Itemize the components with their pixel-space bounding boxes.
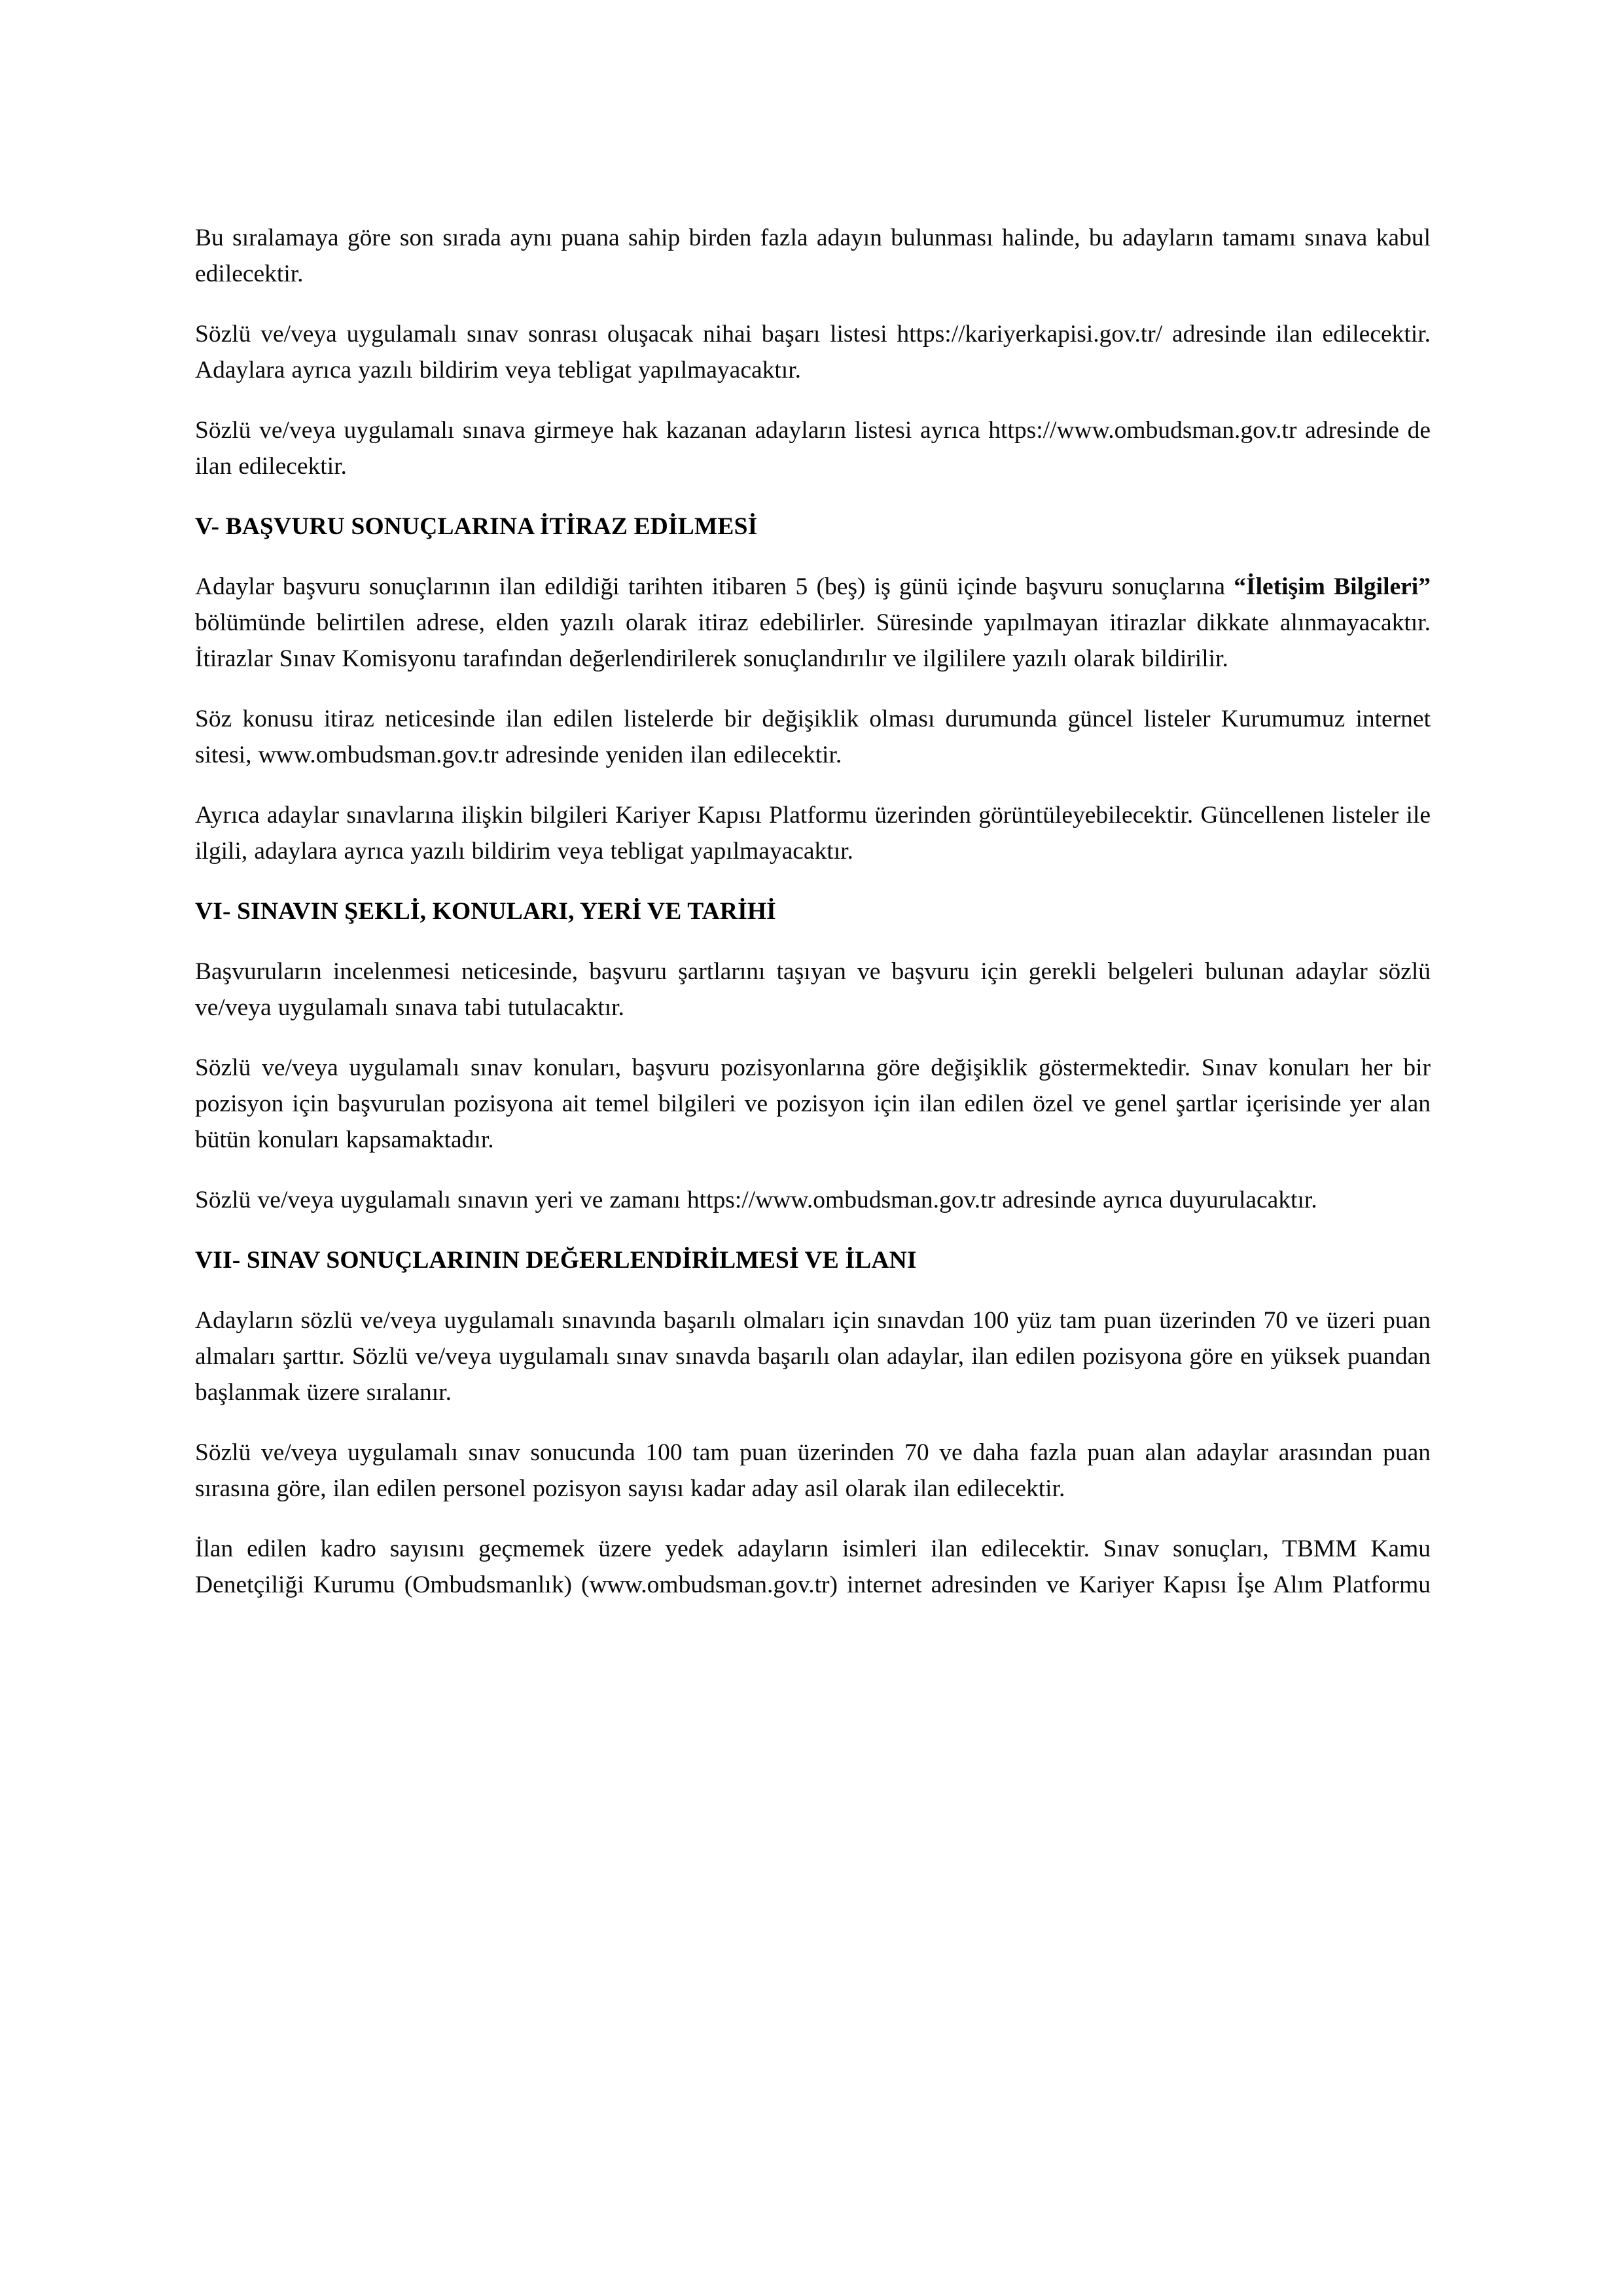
paragraph-itiraz-guncel-listeler: Söz konusu itiraz neticesinde ilan edilen listelerde bir değişiklik olması durumunda güncel listeler Kurumumuz internet sitesi, www.ombudsman.gov.tr adresinde yeniden ilan edilecektir.: [195, 706, 1431, 768]
paragraph-sinav-yeri-zamani: Sözlü ve/veya uygulamalı sınavın yeri ve zamanı https://www.ombudsman.gov.tr adresinde ayrıca duyurulacaktır.: [195, 1187, 1317, 1213]
paragraph-asil-aday-ilani: Sözlü ve/veya uygulamalı sınav sonucunda 100 tam puan üzerinden 70 ve daha fazla puan alan adaylar arasından puan sırasına göre, ilan edilen personel pozisyon sayısı kadar aday asil olarak ilan edilecektir.: [195, 1439, 1431, 1502]
paragraph-sinav-konulari: Sözlü ve/veya uygulamalı sınav konuları, başvuru pozisyonlarına göre değişiklik göstermektedir. Sınav konuları her bir pozisyon için başvurulan pozisyona ait temel bilgileri ve pozisyon için ilan edilen özel ve genel şartlar içerisinde yer alan bütün konuları kapsamaktadır.: [195, 1054, 1431, 1153]
paragraph-yedek-aday-ilani: İlan edilen kadro sayısını geçmemek üzere yedek adayların isimleri ilan edilecektir. Sınav sonuçları, TBMM Kamu Denetçiliği Kurumu (Ombudsmanlık) (www.ombudsman.gov.tr) internet adresinden ve Kariyer Kapısı İşe Alım Platformu: [195, 1535, 1431, 1598]
paragraph-nihai-basari-listesi: Sözlü ve/veya uygulamalı sınav sonrası oluşacak nihai başarı listesi https://kariyerkapisi.gov.tr/ adresinde ilan edilecektir. Adaylara ayrıca yazılı bildirim veya tebligat yapılmayacaktır.: [195, 321, 1431, 384]
text-run: Adaylar başvuru sonuçlarının ilan edildiği tarihten itibaren 5 (beş) iş günü içinde başvuru sonuçlarına: [195, 573, 1234, 600]
paragraph-sinav-tabi-tutulma: Başvuruların incelenmesi neticesinde, başvuru şartlarını taşıyan ve başvuru için gerekli belgeleri bulunan adaylar sözlü ve/veya uygulamalı sınava tabi tutulacaktır.: [195, 958, 1431, 1021]
paragraph-kariyer-kapisi-goruntuleme: Ayrıca adaylar sınavlarına ilişkin bilgileri Kariyer Kapısı Platformu üzerinden görüntüleyebilecektir. Güncellenen listeler ile ilgili, adaylara ayrıca yazılı bildirim veya tebligat yapılmayacaktır.: [195, 802, 1431, 865]
paragraph-hak-kazanan-liste: Sözlü ve/veya uygulamalı sınava girmeye hak kazanan adayların listesi ayrıca https://www.ombudsman.gov.tr adresinde de ilan edilecektir.: [195, 417, 1431, 480]
heading-section-v: V- BAŞVURU SONUÇLARINA İTİRAZ EDİLMESİ: [195, 513, 758, 540]
emphasized-text-run: “İletişim Bilgileri”: [1234, 573, 1431, 600]
heading-section-vii: VII- SINAV SONUÇLARININ DEĞERLENDİRİLMESİ VE İLANI: [195, 1247, 917, 1274]
heading-section-vi: VI- SINAVIN ŞEKLİ, KONULARI, YERİ VE TARİHİ: [195, 898, 776, 925]
paragraph-itiraz-suresi: [195, 569, 1431, 677]
paragraph-basari-puani: Adayların sözlü ve/veya uygulamalı sınavında başarılı olmaları için sınavdan 100 yüz tam puan üzerinden 70 ve üzeri puan almaları şarttır. Sözlü ve/veya uygulamalı sınav sınavda başarılı olan adaylar, ilan edilen pozisyona göre en yüksek puandan başlanmak üzere sıralanır.: [195, 1307, 1431, 1406]
text-run: bölümünde belirtilen adrese, elden yazılı olarak itiraz edebilirler. Süresinde yapılmayan itirazlar dikkate alınmayacaktır. İtirazlar Sınav Komisyonu tarafından değerlendirilerek sonuçlandırılır ve ilgililere yazılı olarak bildirilir.: [195, 609, 1431, 672]
paragraph-siralama: Bu sıralamaya göre son sırada aynı puana sahip birden fazla adayın bulunması halinde, bu adayların tamamı sınava kabul edilecektir.: [195, 224, 1431, 287]
document-body: [195, 220, 1431, 1627]
